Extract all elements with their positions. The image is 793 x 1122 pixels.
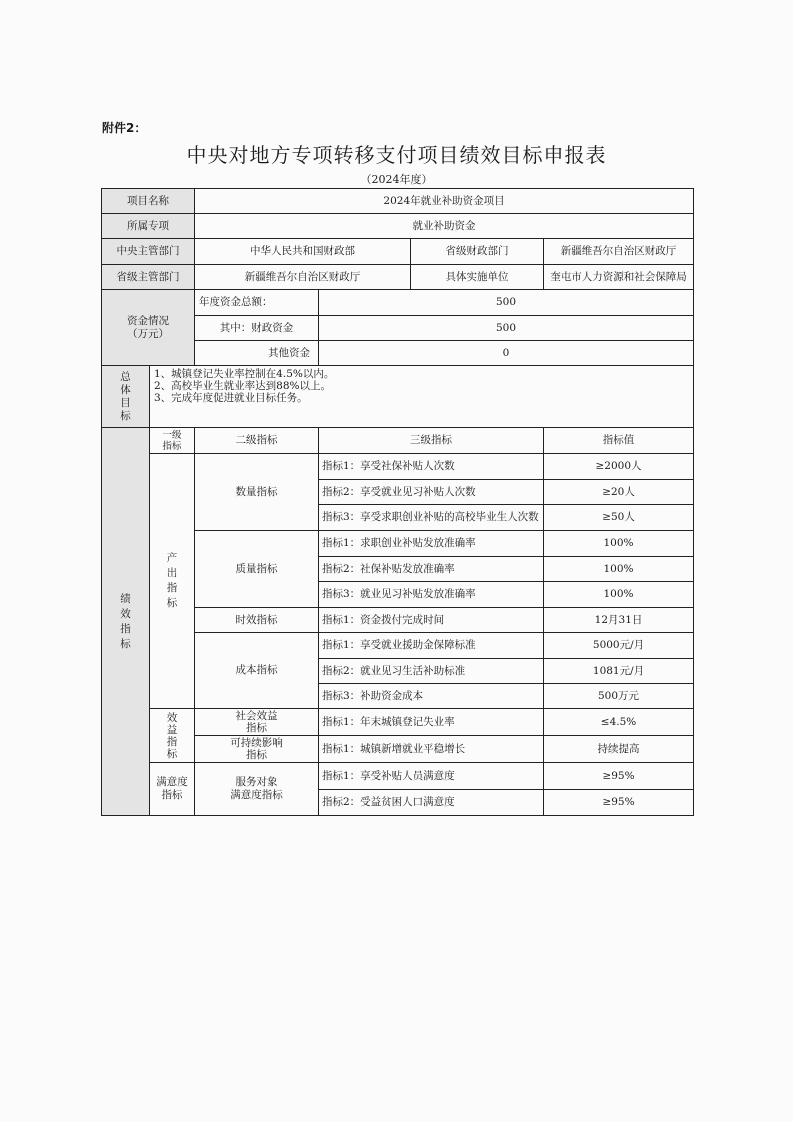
funds-fiscal-value: 500 bbox=[319, 316, 694, 341]
central-dept-label: 中央主管部门 bbox=[102, 239, 195, 265]
impl-unit-value: 奎屯市人力资源和社会保障局 bbox=[544, 265, 694, 290]
row-special bbox=[102, 214, 694, 239]
indicator-name: 指标2：就业见习生活补助标准 bbox=[319, 659, 544, 684]
page-title: 中央对地方专项转移支付项目绩效目标申报表 bbox=[186, 143, 607, 167]
goal-item: 1、城镇登记失业率控制在4.5%以内。 bbox=[154, 368, 335, 380]
prov-dept-value: 新疆维吾尔自治区财政厅 bbox=[195, 265, 411, 290]
indicator-name: 指标1：求职创业补贴发放准确率 bbox=[319, 531, 544, 557]
indicator-value: ≥95% bbox=[544, 790, 694, 816]
prov-finance-label: 省级财政部门 bbox=[411, 239, 544, 265]
indicator-name: 指标3：享受求职创业补贴的高校毕业生人次数 bbox=[319, 505, 544, 531]
indicator-value: 500万元 bbox=[544, 684, 694, 709]
overall-goal-label: 总 体 目 标 bbox=[102, 366, 150, 428]
funds-other-value: 0 bbox=[319, 341, 694, 366]
indicator-value: 1081元/月 bbox=[544, 659, 694, 684]
impl-unit-label: 具体实施单位 bbox=[411, 265, 544, 290]
perf-label: 绩 效 指 标 bbox=[102, 428, 150, 816]
table-row bbox=[102, 709, 694, 736]
funds-label: 资金情况 （万元） bbox=[102, 290, 195, 366]
header-l3: 三级指标 bbox=[319, 428, 544, 454]
row-central-dept bbox=[102, 239, 694, 265]
indicator-name: 指标1：享受就业援助金保障标准 bbox=[319, 633, 544, 659]
indicator-name: 指标1：享受补贴人员满意度 bbox=[319, 763, 544, 790]
sustain-label: 可持续影响 指标 bbox=[195, 736, 319, 763]
indicator-value: ≤4.5% bbox=[544, 709, 694, 736]
row-funds-total bbox=[102, 290, 694, 316]
indicator-name: 指标3：就业见习补贴发放准确率 bbox=[319, 582, 544, 608]
indicator-value: ≥2000人 bbox=[544, 454, 694, 480]
special-value: 就业补助资金 bbox=[195, 214, 694, 239]
funds-fiscal-label: 其中：财政资金 bbox=[195, 316, 319, 341]
header-l1: 一级 指标 bbox=[150, 428, 195, 454]
prov-finance-value: 新疆维吾尔自治区财政厅 bbox=[544, 239, 694, 265]
row-perf-header bbox=[102, 428, 694, 454]
output-label: 产 出 指 标 bbox=[150, 454, 195, 709]
indicator-value: ≥20人 bbox=[544, 480, 694, 505]
goal-item: 2、高校毕业生就业率达到88%以上。 bbox=[154, 380, 332, 392]
indicator-name: 指标1：享受社保补贴人次数 bbox=[319, 454, 544, 480]
prov-dept-label: 省级主管部门 bbox=[102, 265, 195, 290]
indicator-value: ≥50人 bbox=[544, 505, 694, 531]
indicator-name: 指标2：社保补贴发放准确率 bbox=[319, 557, 544, 582]
funds-total-value: 500 bbox=[319, 290, 694, 316]
indicator-name: 指标1：年末城镇登记失业率 bbox=[319, 709, 544, 736]
indicator-value: 100% bbox=[544, 557, 694, 582]
service-satisfaction-label: 服务对象 满意度指标 bbox=[195, 763, 319, 816]
project-name-value: 2024年就业补助资金项目 bbox=[195, 189, 694, 214]
quality-label: 质量指标 bbox=[195, 531, 319, 608]
time-label: 时效指标 bbox=[195, 608, 319, 633]
funds-other-label: 其他资金 bbox=[195, 341, 319, 366]
indicator-name: 指标2：受益贫困人口满意度 bbox=[319, 790, 544, 816]
indicator-name: 指标1：城镇新增就业平稳增长 bbox=[319, 736, 544, 763]
row-project-name bbox=[102, 189, 694, 214]
special-label: 所属专项 bbox=[102, 214, 195, 239]
header-l2: 二级指标 bbox=[195, 428, 319, 454]
funds-total-label: 年度资金总额： bbox=[195, 290, 319, 316]
row-overall-goals bbox=[102, 366, 694, 428]
goal-item: 3、完成年度促进就业目标任务。 bbox=[154, 392, 308, 404]
indicator-name: 指标3：补助资金成本 bbox=[319, 684, 544, 709]
overall-goal-list bbox=[150, 366, 694, 428]
performance-target-table bbox=[101, 188, 694, 816]
indicator-name: 指标1：资金拨付完成时间 bbox=[319, 608, 544, 633]
indicator-name: 指标2：享受就业见习补贴人次数 bbox=[319, 480, 544, 505]
indicator-value: 100% bbox=[544, 531, 694, 557]
table-row bbox=[102, 454, 694, 480]
header-value: 指标值 bbox=[544, 428, 694, 454]
indicator-value: ≥95% bbox=[544, 763, 694, 790]
row-prov-dept bbox=[102, 265, 694, 290]
project-name-label: 项目名称 bbox=[102, 189, 195, 214]
table-row bbox=[102, 763, 694, 790]
indicator-value: 12月31日 bbox=[544, 608, 694, 633]
attachment-label: 附件2： bbox=[102, 121, 147, 135]
year-label: （2024年度） bbox=[360, 173, 433, 186]
cost-label: 成本指标 bbox=[195, 633, 319, 709]
indicator-value: 5000元/月 bbox=[544, 633, 694, 659]
social-benefit-label: 社会效益 指标 bbox=[195, 709, 319, 736]
quantity-label: 数量指标 bbox=[195, 454, 319, 531]
indicator-value: 持续提高 bbox=[544, 736, 694, 763]
central-dept-value: 中华人民共和国财政部 bbox=[195, 239, 411, 265]
benefit-label: 效 益 指 标 bbox=[150, 709, 195, 763]
indicator-value: 100% bbox=[544, 582, 694, 608]
satisfaction-label: 满意度 指标 bbox=[150, 763, 195, 816]
